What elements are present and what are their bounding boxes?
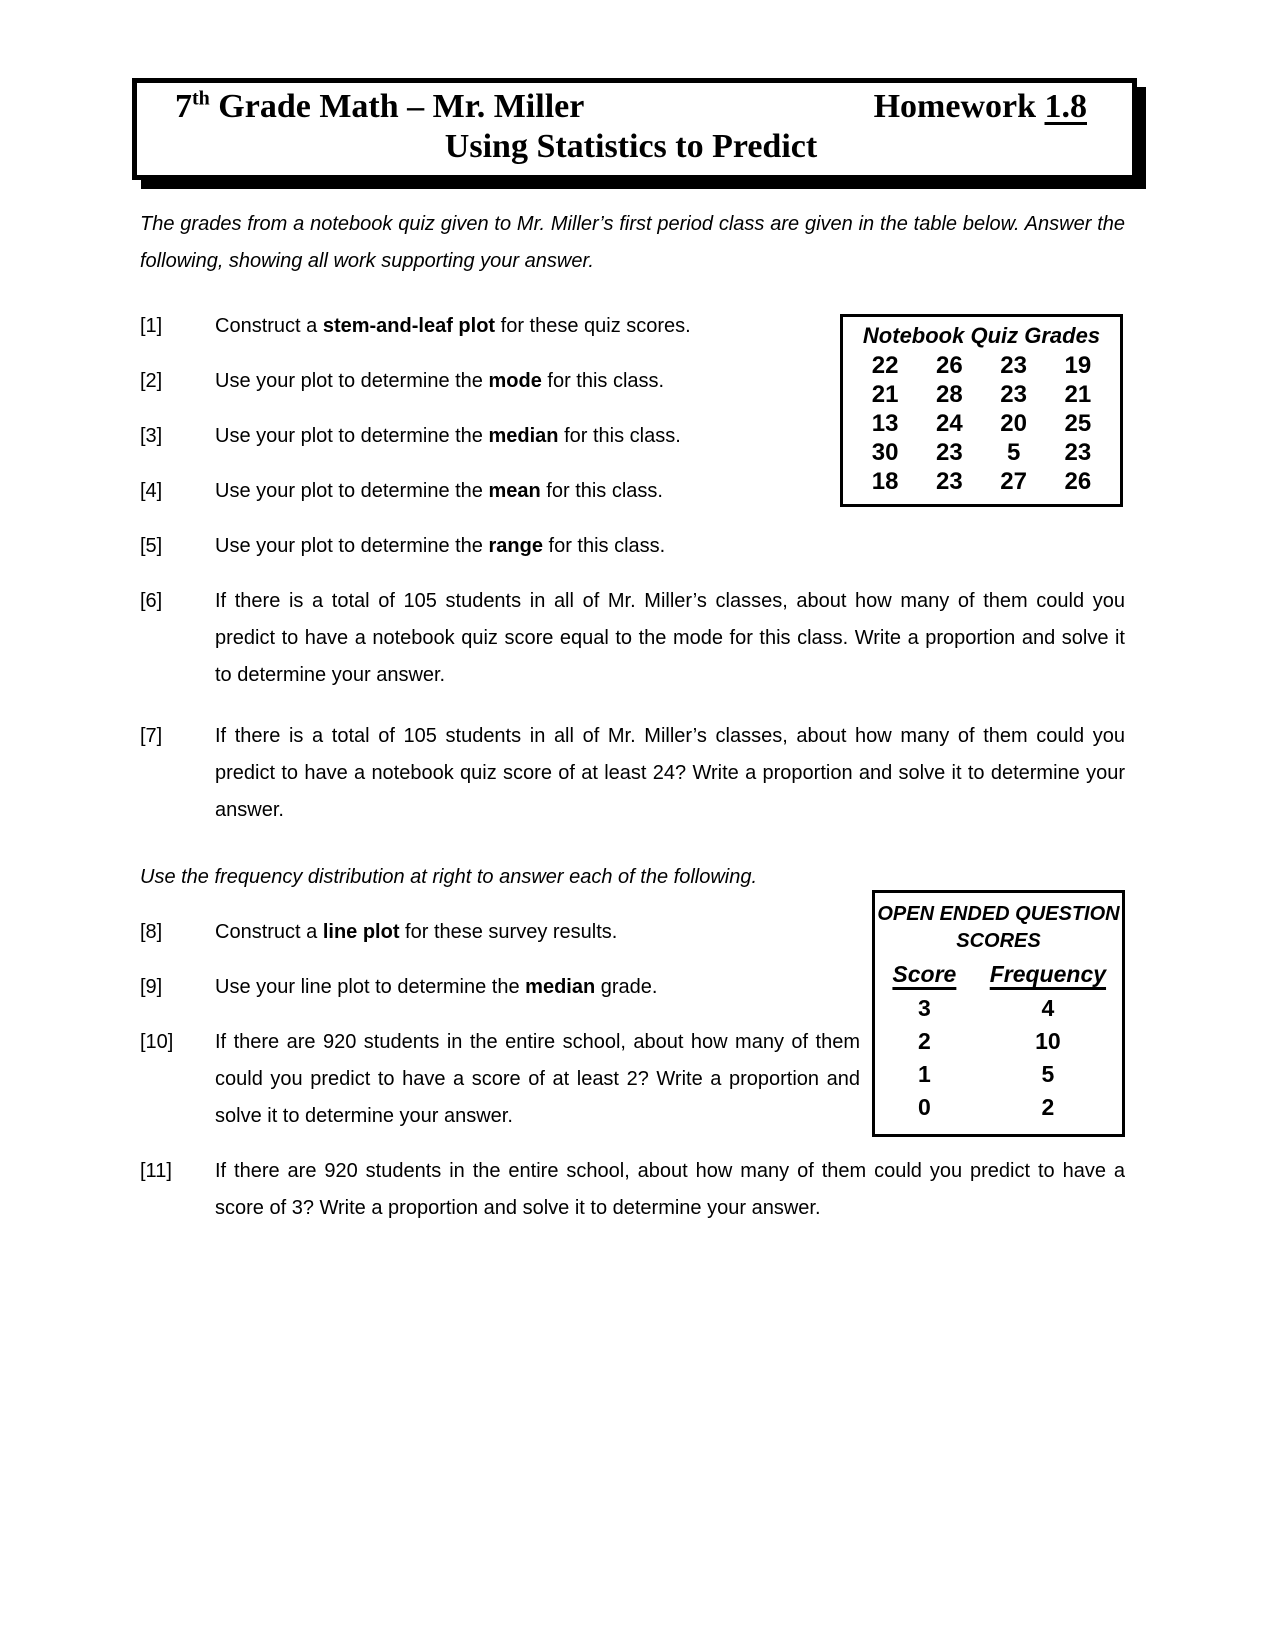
course-title-rest: Grade Math – Mr. Miller — [209, 88, 585, 125]
frequency-cell: 5 — [1041, 1061, 1055, 1087]
question-7 — [140, 718, 1125, 829]
score-column-header: Score — [892, 961, 957, 987]
quiz-grade-cell: 18 — [871, 468, 899, 495]
question-text-segment: Use your plot to determine the — [215, 425, 489, 447]
freq-table-grid — [875, 992, 1122, 1124]
worksheet-subtitle: Using Statistics to Predict — [444, 128, 818, 165]
question-text — [215, 1024, 860, 1135]
freq-table-title-line1: OPEN ENDED QUESTION — [877, 903, 1120, 925]
quiz-grade-cell: 22 — [871, 352, 899, 379]
homework-prefix: Homework — [873, 88, 1045, 125]
question-text-segment: for this class. — [542, 535, 666, 557]
question-text-segment: Use your plot to determine the — [215, 480, 489, 502]
question-text-segment: Construct a — [215, 315, 323, 337]
score-cell: 2 — [918, 1028, 931, 1054]
question-text-segment: If there are 920 students in the entire school, about how many of them could you predict to have a score of at least 2? Write a proportion and solve it to determine your answer. — [215, 1031, 860, 1127]
question-5 — [140, 528, 1125, 565]
frequency-distribution-table — [872, 890, 1125, 1137]
question-number: [6] — [140, 590, 163, 612]
quiz-table-grid — [843, 351, 1120, 496]
score-cell: 3 — [918, 995, 931, 1021]
question-keyword: stem-and-leaf plot — [322, 315, 496, 337]
quiz-grade-cell: 28 — [936, 381, 963, 408]
question-number: [5] — [140, 535, 163, 557]
quiz-grade-cell: 30 — [871, 439, 899, 466]
question-number: [1] — [140, 315, 163, 337]
question-text — [215, 528, 1125, 565]
question-number: [3] — [140, 425, 163, 447]
question-number: [9] — [140, 976, 163, 998]
question-number: [8] — [140, 921, 163, 943]
question-keyword: median — [525, 976, 596, 998]
quiz-grade-cell: 23 — [936, 468, 963, 495]
intro-paragraph-1: The grades from a notebook quiz given to Mr. Miller’s first period class are given in the table below. Answer the following, showing all work supporting your answer. — [140, 213, 1125, 272]
question-text-segment: grade. — [595, 976, 658, 998]
quiz-grade-cell: 21 — [1064, 381, 1092, 408]
header-line-1 — [175, 87, 1087, 127]
quiz-grade-cell: 26 — [1064, 468, 1092, 495]
question-number: [4] — [140, 480, 163, 502]
question-text — [215, 583, 1125, 694]
freq-table-title-line2: SCORES — [956, 930, 1041, 952]
quiz-table-title: Notebook Quiz Grades — [862, 323, 1101, 348]
question-text-segment: for this class. — [558, 425, 681, 447]
question-keyword: median — [488, 425, 559, 447]
question-text-segment: for these survey results. — [399, 921, 618, 943]
quiz-grade-cell: 23 — [1064, 439, 1092, 466]
question-text-segment: for this class. — [541, 370, 665, 392]
question-text-segment: Use your plot to determine the — [215, 535, 489, 557]
score-cell: 0 — [918, 1094, 931, 1120]
question-text — [215, 718, 1125, 829]
quiz-grade-cell: 13 — [871, 410, 899, 437]
question-text — [215, 1153, 1125, 1227]
quiz-grade-cell: 21 — [871, 381, 899, 408]
question-number: [11] — [140, 1160, 172, 1182]
question-text-segment: Construct a — [215, 921, 323, 943]
question-number: [2] — [140, 370, 163, 392]
question-text-segment: Use your line plot to determine the — [215, 976, 526, 998]
homework-number: 1.8 — [1044, 88, 1087, 125]
quiz-grade-cell: 19 — [1064, 352, 1092, 379]
question-number: [7] — [140, 725, 163, 747]
question-keyword: mean — [488, 480, 541, 502]
quiz-grade-cell: 23 — [936, 439, 963, 466]
frequency-column-header: Frequency — [989, 961, 1107, 987]
question-11 — [140, 1153, 1125, 1227]
quiz-grade-cell: 23 — [1000, 381, 1027, 408]
ordinal-superscript: th — [192, 87, 210, 110]
question-number: [10] — [140, 1031, 174, 1053]
course-title — [175, 87, 584, 127]
quiz-grade-cell: 5 — [1006, 439, 1021, 466]
question-keyword: mode — [488, 370, 542, 392]
quiz-grade-cell: 26 — [936, 352, 963, 379]
quiz-grade-cell: 25 — [1064, 410, 1092, 437]
question-keyword: line plot — [322, 921, 400, 943]
homework-label — [874, 87, 1087, 127]
quiz-grade-cell: 23 — [1000, 352, 1027, 379]
quiz-grade-cell: 20 — [1000, 410, 1027, 437]
frequency-cell: 2 — [1041, 1094, 1055, 1120]
freq-table-header-row — [875, 958, 1122, 990]
header-box — [132, 78, 1137, 180]
question-text-segment: Use your plot to determine the — [215, 370, 489, 392]
score-cell: 1 — [918, 1061, 931, 1087]
frequency-cell: 10 — [1035, 1028, 1061, 1054]
question-text-segment: for these quiz scores. — [495, 315, 691, 337]
question-text-segment: If there is a total of 105 students in all of Mr. Miller’s classes, about how many of them could you predict to have a notebook quiz score equal to the mode for this class. Write a proportion and solve it to determine your answer. — [215, 590, 1125, 686]
course-title-base: 7 — [175, 88, 192, 125]
question-text-segment: If there are 920 students in the entire school, about how many of them could you predict to have a score of 3? Write a proportion and solve it to determine your answer. — [215, 1160, 1125, 1219]
question-text-segment: for this class. — [540, 480, 663, 502]
intro-paragraph-2: Use the frequency distribution at right to answer each of the following. — [140, 866, 758, 888]
quiz-grade-cell: 27 — [1000, 468, 1027, 495]
notebook-quiz-grades-table — [840, 314, 1123, 507]
quiz-grade-cell: 24 — [936, 410, 963, 437]
frequency-cell: 4 — [1041, 995, 1055, 1021]
question-6 — [140, 583, 1125, 694]
question-text-segment: If there is a total of 105 students in all of Mr. Miller’s classes, about how many of them could you predict to have a notebook quiz score of at least 24? Write a proportion and solve it to determine your answer. — [215, 725, 1125, 821]
question-keyword: range — [488, 535, 543, 557]
